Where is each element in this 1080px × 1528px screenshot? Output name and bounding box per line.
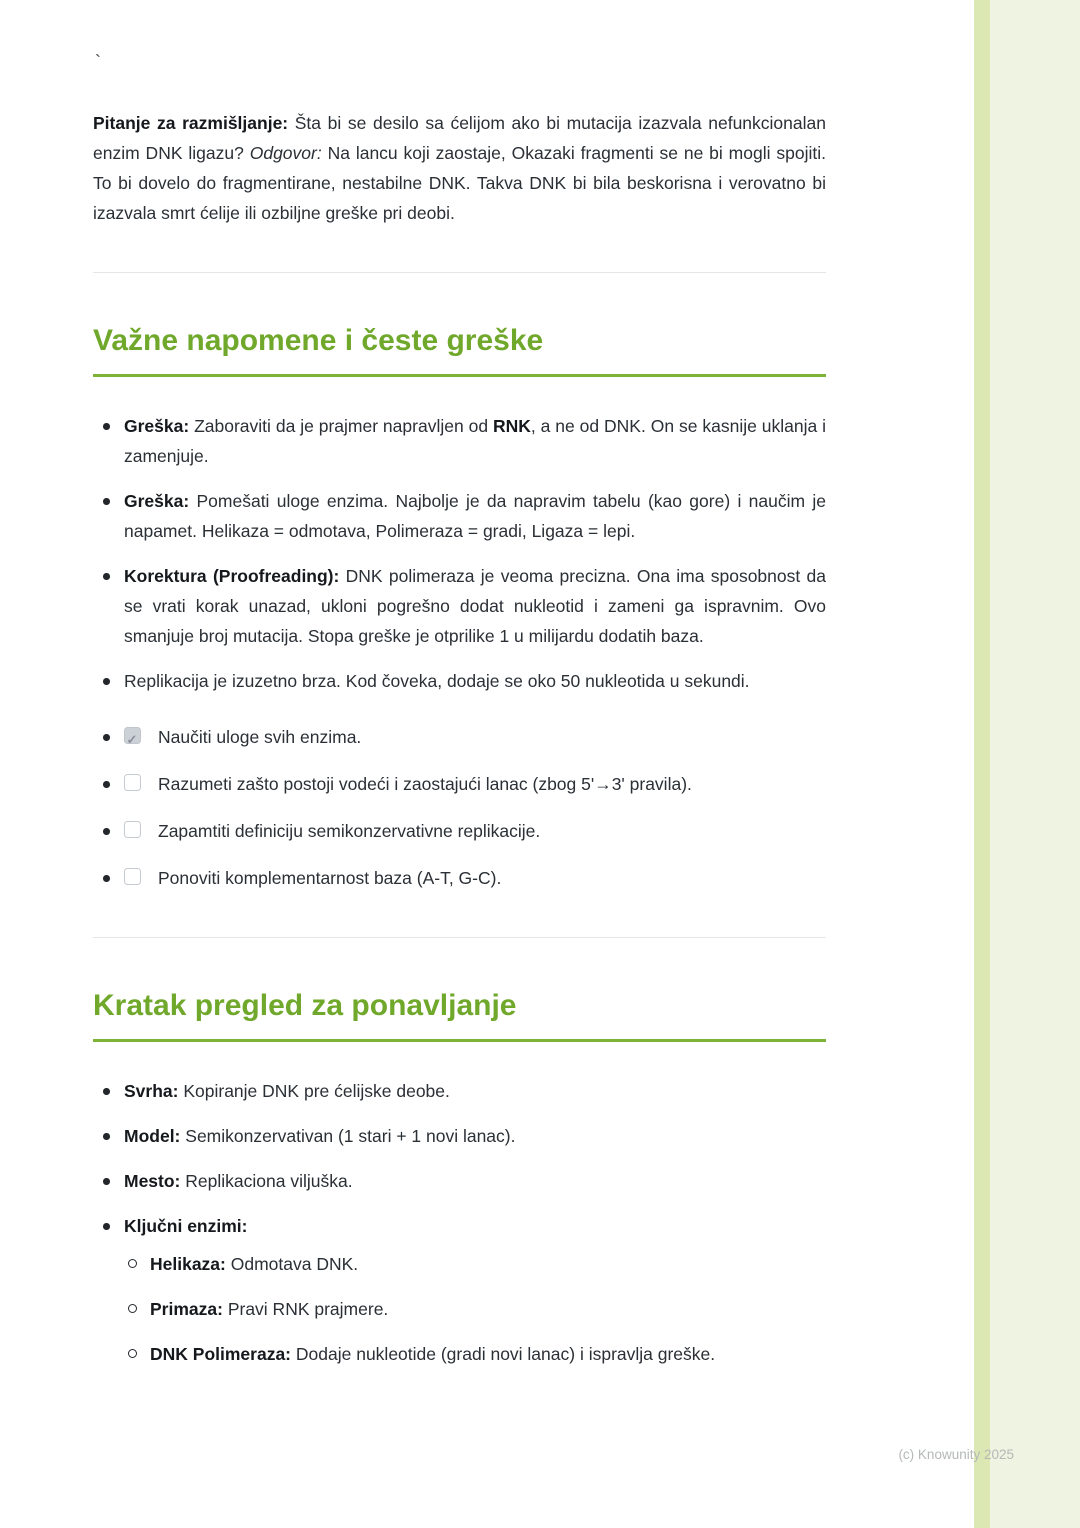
sub-bullet-lead: DNK Polimeraza:	[150, 1344, 292, 1364]
checkbox[interactable]	[124, 821, 141, 838]
bullet-icon	[103, 781, 110, 788]
bullet-icon	[103, 573, 110, 580]
sub-list-item	[126, 1294, 826, 1324]
list-item	[93, 486, 826, 546]
circle-bullet-icon	[128, 1304, 137, 1313]
notes-checklist	[93, 722, 826, 893]
list-item	[93, 1076, 826, 1106]
bullet-text: DNK polimeraza je veoma precizna. Ona ima sposobnost da se vrati korak unazad, ukloni pogrešno dodat nukleotid i zameni ga ispravnim. Ovo smanjuje broj mutacija. Stopa greške je otprilike 1 u milijardu dodatih baza.	[124, 566, 826, 646]
bullet-lead: Model:	[124, 1126, 181, 1146]
right-margin-strip	[990, 0, 1080, 1528]
bullet-icon	[103, 1088, 110, 1095]
bullet-icon	[103, 498, 110, 505]
bullet-icon	[103, 1133, 110, 1140]
notes-bullet-list	[93, 411, 826, 696]
section-review-underline	[93, 1039, 826, 1042]
bullet-icon	[103, 875, 110, 882]
circle-bullet-icon	[128, 1259, 137, 1268]
bullet-icon	[103, 734, 110, 741]
bullet-lead: Korektura (Proofreading):	[124, 566, 340, 586]
checklist-label: Razumeti zašto postoji vodeći i zaostajući lanac (zbog 5'→3' pravila).	[158, 774, 692, 794]
checklist-item	[93, 816, 826, 846]
bullet-lead: Svrha:	[124, 1081, 179, 1101]
bullet-bold-word: RNK	[492, 416, 531, 436]
bullet-lead: Mesto:	[124, 1171, 181, 1191]
bullet-icon	[103, 1223, 110, 1230]
sub-bullet-text: Odmotava DNK.	[230, 1254, 359, 1274]
sub-bullet-text: Dodaje nukleotide (gradi novi lanac) i ispravlja greške.	[295, 1344, 716, 1364]
right-accent-strip	[974, 0, 990, 1528]
checkbox[interactable]	[124, 727, 141, 744]
list-item	[93, 666, 826, 696]
bullet-text: Semikonzervativan (1 stari + 1 novi lanac).	[185, 1126, 516, 1146]
stray-backtick-mark: `	[95, 52, 101, 72]
bullet-icon	[103, 1178, 110, 1185]
list-item	[93, 411, 826, 471]
review-bullet-list	[93, 1076, 826, 1384]
section-divider	[93, 937, 826, 938]
bullet-icon	[103, 678, 110, 685]
list-item	[93, 1166, 826, 1196]
section-notes-underline	[93, 374, 826, 377]
circle-bullet-icon	[128, 1349, 137, 1358]
checkbox[interactable]	[124, 774, 141, 791]
checklist-item	[93, 722, 826, 752]
list-item	[93, 1211, 826, 1384]
sub-list-item	[126, 1249, 826, 1279]
checkbox[interactable]	[124, 868, 141, 885]
sub-bullet-lead: Primaza:	[150, 1299, 223, 1319]
enzymes-sub-list	[126, 1249, 826, 1369]
bullet-lead: Ključni enzimi:	[124, 1216, 248, 1236]
bullet-text: Kopiranje DNK pre ćelijske deobe.	[183, 1081, 450, 1101]
bullet-text: Pomešati uloge enzima. Najbolje je da napravim tabelu (kao gore) i naučim je napamet. Helikaza = odmotava, Polimeraza = gradi, Ligaza = lepi.	[124, 491, 826, 541]
list-item	[93, 1121, 826, 1151]
bullet-lead: Greška:	[124, 416, 190, 436]
bullet-lead: Greška:	[124, 491, 190, 511]
bullet-icon	[103, 423, 110, 430]
watermark: (c) Knowunity 2025	[898, 1447, 1014, 1462]
bullet-text: Replikacija je izuzetno brza. Kod čoveka, dodaje se oko 50 nukleotida u sekundi.	[124, 671, 750, 691]
intro-paragraph	[93, 108, 826, 228]
bullet-text: , a ne od DNK. On se kasnije uklanja i zamenjuje.	[124, 416, 826, 466]
bullet-text: Replikaciona viljuška.	[185, 1171, 353, 1191]
intro-lead: Pitanje za razmišljanje:	[93, 113, 289, 133]
intro-answer: Na lancu koji zaostaje, Okazaki fragmenti se ne bi mogli spojiti. To bi dovelo do fragmentirane, nestabilne DNK. Takva DNK bi bila beskorisna i verovatno bi izazvala smrt ćelije ili ozbiljne greške pri deobi.	[93, 143, 826, 223]
section-divider	[93, 272, 826, 273]
intro-question: Šta bi se desilo sa ćelijom ako bi mutacija izazvala nefunkcionalan enzim DNK ligazu?	[93, 113, 826, 163]
checklist-item	[93, 863, 826, 893]
section-review-title: Kratak pregled za ponavljanje	[93, 989, 517, 1022]
checklist-label: Zapamtiti definiciju semikonzervativne replikacije.	[158, 821, 541, 841]
checklist-label: Naučiti uloge svih enzima.	[158, 727, 362, 747]
bullet-icon	[103, 828, 110, 835]
checklist-label: Ponoviti komplementarnost baza (A-T, G-C).	[158, 868, 502, 888]
bullet-text: Zaboraviti da je prajmer napravljen od	[194, 416, 489, 436]
answer-label: Odgovor:	[249, 143, 322, 163]
sub-bullet-text: Pravi RNK prajmere.	[227, 1299, 389, 1319]
section-notes-title: Važne napomene i česte greške	[93, 324, 544, 357]
sub-list-item	[126, 1339, 826, 1369]
document-content	[93, 108, 826, 1399]
sub-bullet-lead: Helikaza:	[150, 1254, 226, 1274]
list-item	[93, 561, 826, 651]
checklist-item	[93, 769, 826, 799]
